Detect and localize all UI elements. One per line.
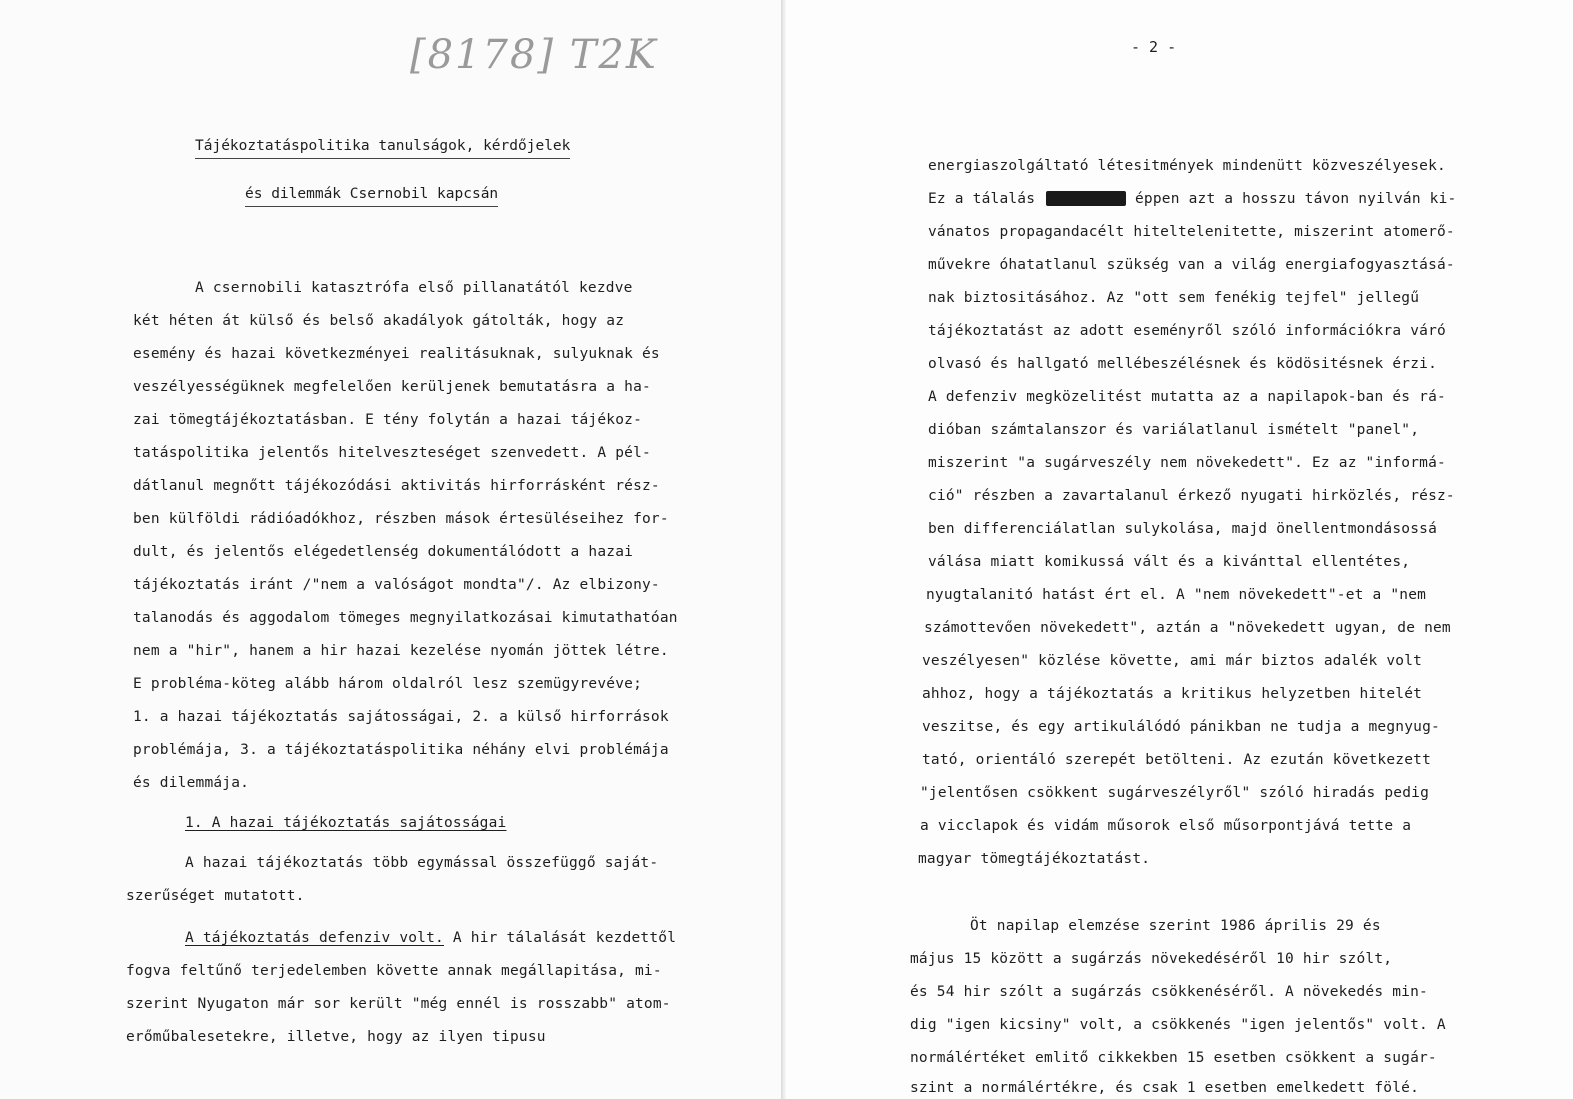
text-line: Öt napilap elemzése szerint 1986 április 29 és (970, 918, 1381, 934)
text-line (185, 930, 676, 946)
title-line-2: és dilemmák Csernobil kapcsán (245, 186, 498, 207)
text-line: tató, orientáló szerepét betölteni. Az ezután következett (922, 752, 1431, 768)
text-line: válása miatt komikussá vált és a kivánttal ellentétes, (928, 554, 1411, 570)
text-line: talanodás és aggodalom tömeges megnyilatkozásai kimutathatóan (133, 610, 678, 626)
text-line: tatáspolitika jelentős hitelveszteséget szenvedett. A pél- (133, 445, 651, 461)
text-line: ció" részben a zavartalanul érkező nyugati hirközlés, rész- (928, 488, 1455, 504)
text-line: A csernobili katasztrófa első pillanatától kezdve (195, 280, 633, 296)
text-line: olvasó és hallgató mellébeszélésnek és ködösitésnek érzi. (928, 356, 1437, 372)
text-line: A hazai tájékoztatás több egymással összefüggő saját- (185, 855, 659, 871)
text-line: és 54 hir szólt a sugárzás csökkenéséről. A növekedés min- (910, 984, 1428, 1000)
text-line: dult, és jelentős elégedetlenség dokumentálódott a hazai (133, 544, 634, 560)
redaction-mark (1046, 191, 1126, 206)
text-line: problémája, 3. a tájékoztatáspolitika néhány elvi problémája (133, 742, 669, 758)
text-line: és dilemmája. (133, 775, 250, 791)
text-line: nak biztositásához. Az "ott sem fenékig tejfel" jellegű (928, 290, 1420, 306)
text-line: energiaszolgáltató létesitmények mindenütt közveszélyesek. (928, 158, 1446, 174)
text-line: A defenziv megközelitést mutatta az a napilapok-ban és rá- (928, 389, 1446, 405)
defensive-lead: A tájékoztatás defenziv volt. (185, 930, 444, 946)
text-line: veszitse, és egy artikulálódó pánikban ne tudja a megnyug- (922, 719, 1440, 735)
text-line: tájékoztatást az adott eseményről szóló információkra váró (928, 323, 1446, 339)
text-line: éppen azt a hosszu távon nyilván ki- (1135, 191, 1457, 207)
text-line: veszélyesen" közlése követte, ami már biztos adalék volt (922, 653, 1423, 669)
text-line: ben differenciálatlan sulykolása, majd önellentmondásossá (928, 521, 1437, 537)
section-heading: 1. A hazai tájékoztatás sajátosságai (185, 815, 507, 831)
text-line: vánatos propagandacélt hiteltelenitette, miszerint atomerő- (928, 224, 1455, 240)
text-line: dig "igen kicsiny" volt, a csökkenés "igen jelentős" volt. A (910, 1017, 1446, 1033)
defensive-rest: A hir tálalását kezdettől (443, 930, 677, 946)
text-line: nem a "hir", hanem a hir hazai kezelése nyomán jöttek létre. (133, 643, 669, 659)
text-line: dátlanul megnőtt tájékozódási aktivitás hirforrásként rész- (133, 478, 660, 494)
text-line: május 15 között a sugárzás növekedéséről 10 hir szólt, (910, 951, 1393, 967)
text-line: zai tömegtájékoztatásban. E tény folytán a hazai tájékoz- (133, 412, 642, 428)
text-line: szint a normálértékre, és csak 1 esetben emelkedett fölé. (910, 1080, 1419, 1096)
text-line: E probléma-köteg alább három oldalról lesz szemügyrevéve; (133, 676, 642, 692)
text-line: ben külföldi rádióadókhoz, részben mások értesüléseihez for- (133, 511, 669, 527)
text-line: nyugtalanitó hatást ért el. A "nem növekedett"-et a "nem (926, 587, 1427, 603)
text-line: normálértéket emlitő cikkekben 15 esetben csökkent a sugár- (910, 1050, 1437, 1066)
text-line: tájékoztatás iránt /"nem a valóságot mondta"/. Az elbizony- (133, 577, 660, 593)
title-line-1: Tájékoztatáspolitika tanulságok, kérdőjelek (195, 138, 570, 159)
text-line: dióban számtalanszor és variálatlanul ismételt "panel", (928, 422, 1420, 438)
text-line: "jelentősen csökkent sugárveszélyről" szóló hiradás pedig (920, 785, 1429, 801)
text-line: esemény és hazai következményei realitásuknak, sulyuknak és (133, 346, 660, 362)
text-line: Ez a tálalás (928, 191, 1036, 207)
left-page (0, 0, 781, 1099)
text-line: szerint Nyugaton már sor került "még ennél is rosszabb" atom- (126, 996, 671, 1012)
page-number: - 2 - (1131, 38, 1177, 56)
text-line: szerűséget mutatott. (126, 888, 305, 904)
text-line: 1. a hazai tájékoztatás sajátosságai, 2. a külső hirforrások (133, 709, 669, 725)
text-line: erőműbalesetekre, illetve, hogy az ilyen tipusu (126, 1029, 546, 1045)
text-line: veszélyességüknek megfelelően kerüljenek bemutatásra a ha- (133, 379, 651, 395)
text-line: számottevően növekedett", aztán a "növekedett ugyan, de nem (924, 620, 1451, 636)
text-line: a vicclapok és vidám műsorok első műsorpontjává tette a (920, 818, 1412, 834)
text-line: két héten át külső és belső akadályok gátolták, hogy az (133, 313, 625, 329)
text-line: művekre óhatatlanul szükség van a világ energiafogyasztásá- (928, 257, 1455, 273)
text-line: miszerint "a sugárveszély nem növekedett". Ez az "informá- (928, 455, 1446, 471)
handwritten-archive-reference: [8178] T2K (410, 32, 658, 78)
text-line: magyar tömegtájékoztatást. (918, 851, 1151, 867)
text-line: fogva feltűnő terjedelemben követte annak megállapitása, mi- (126, 963, 662, 979)
text-line: ahhoz, hogy a tájékoztatás a kritikus helyzetben hitelét (922, 686, 1423, 702)
